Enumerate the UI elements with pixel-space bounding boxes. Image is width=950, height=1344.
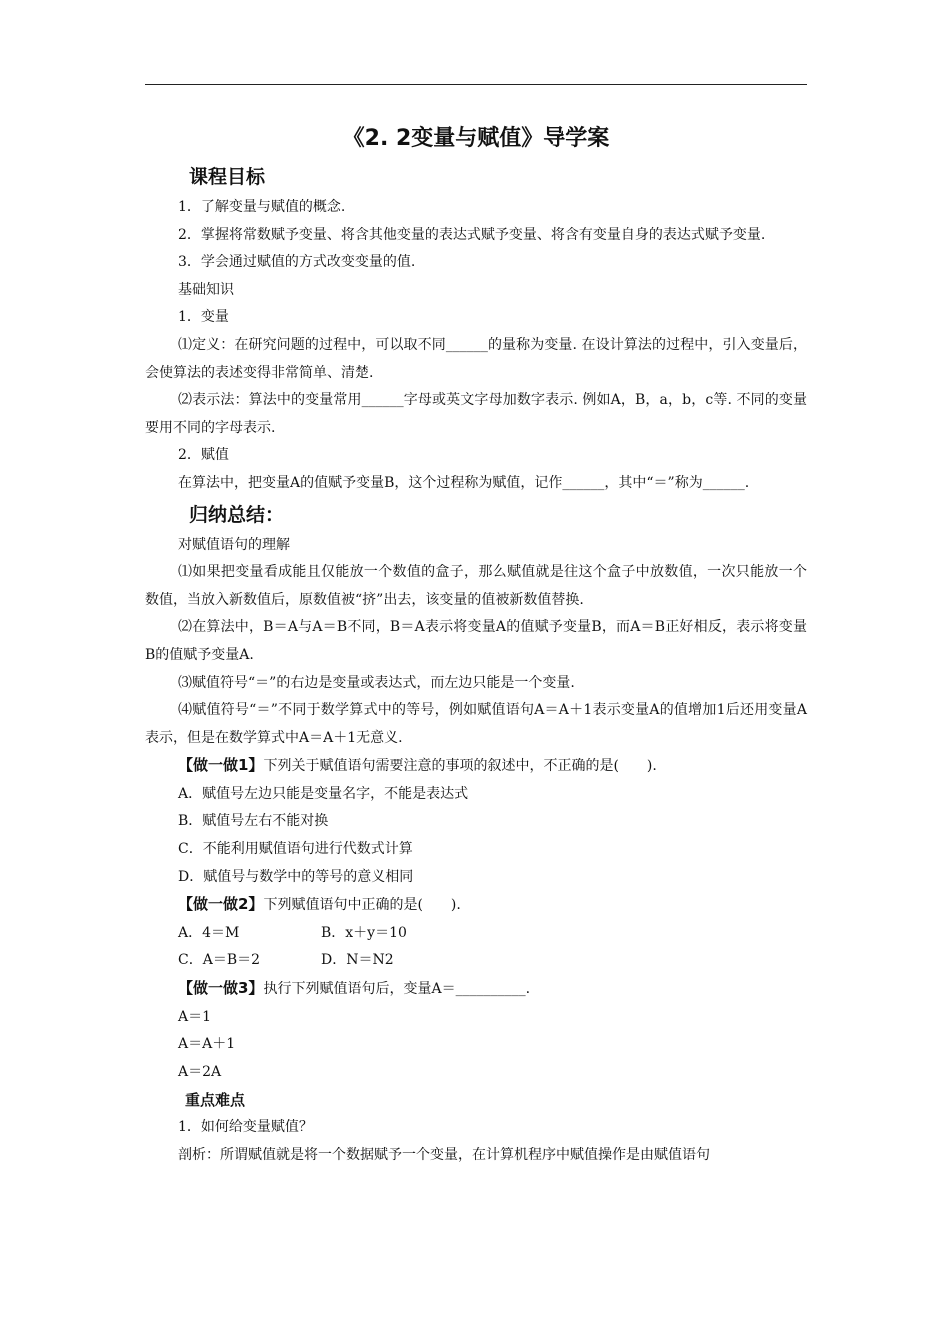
exercise-2-option-b: B．x＋y＝10 (321, 924, 407, 941)
variable-definition: ⑴定义：在研究问题的过程中，可以取不同______的量称为变量. 在设计算法的过程中，引入变量后，会使算法的表述变得非常简单、清楚. (145, 336, 807, 381)
exercise-1-question (145, 752, 807, 781)
exercise-1-option-c: C．不能利用赋值语句进行代数式计算 (178, 841, 413, 858)
exercise-1-label: 【做一做1】 (178, 756, 264, 775)
assignment-title: 2．赋值 (178, 447, 229, 464)
exercise-3-label: 【做一做3】 (178, 979, 264, 998)
exercise-3-text: 执行下列赋值语句后，变量A＝__________. (263, 981, 531, 998)
exercise-3-code-line-3: A＝2A (178, 1063, 222, 1080)
exercise-2-options-row-2 (145, 947, 807, 975)
page-title: 《2. 2变量与赋值》导学案 (342, 126, 610, 151)
exercise-2-option-a: A．4＝M (178, 924, 240, 941)
exercise-1-option-d: D．赋值号与数学中的等号的意义相同 (178, 868, 414, 885)
goal-item-1: 1．了解变量与赋值的概念. (178, 199, 346, 215)
goal-item-3: 3．学会通过赋值的方式改变变量的值. (178, 254, 416, 271)
header-rule (145, 84, 807, 85)
exercise-3-code-line-2: A＝A＋1 (178, 1036, 236, 1053)
goals-heading: 课程目标 (189, 166, 266, 188)
exercise-2-question (145, 891, 807, 920)
summary-item-1: ⑴如果把变量看成能且仅能放一个数值的盒子，那么赋值就是往这个盒子中放数值，一次只能放一个数值，当放入新数值后，原数值被“挤”出去，该变量的值被新数值替换. (145, 564, 807, 608)
exercise-1-option-b: B．赋值号左右不能对换 (178, 813, 329, 830)
summary-heading: 归纳总结： (189, 503, 285, 526)
exercise-1-text: 下列关于赋值语句需要注意的事项的叙述中，不正确的是( ). (263, 758, 657, 775)
exercise-2-options-row-1 (145, 920, 807, 948)
summary-item-3: ⑶赋值符号“＝”的右边是变量或表达式，而左边只能是一个变量. (178, 674, 575, 691)
exercise-3-code-line-1: A＝1 (178, 1008, 212, 1025)
goal-item-2: 2．掌握将常数赋予变量、将含其他变量的表达式赋予变量、将含有变量自身的表达式赋予变量. (178, 226, 766, 243)
summary-intro: 对赋值语句的理解 (178, 536, 290, 553)
exercise-2-text: 下列赋值语句中正确的是( ). (263, 897, 461, 914)
summary-item-4: ⑷赋值符号“＝”不同于数学算式中的等号，例如赋值语句A＝A＋1表示变量A的值增加1后还用变量A表示，但是在数学算式中A＝A＋1无意义. (145, 702, 807, 746)
key-analysis: 剖析：所谓赋值就是将一个数据赋予一个变量，在计算机程序中赋值操作是由赋值语句 (178, 1147, 710, 1163)
summary-item-2: ⑵在算法中，B＝A与A＝B不同，B＝A表示将变量A的值赋予变量B，而A＝B正好相反，表示将变量B的值赋予变量A. (145, 619, 807, 663)
variable-title: 1．变量 (178, 309, 229, 326)
key-points-heading: 重点难点 (185, 1091, 246, 1110)
document-body (145, 118, 807, 1170)
exercise-3-question (145, 975, 807, 1004)
exercise-2-option-d: D．N＝N2 (321, 952, 394, 969)
exercise-1-option-a: A．赋值号左边只能是变量名字，不能是表达式 (178, 785, 469, 802)
exercise-2-label: 【做一做2】 (178, 895, 264, 914)
assignment-text: 在算法中，把变量A的值赋予变量B，这个过程称为赋值，记作______，其中“＝”称为______. (178, 474, 750, 491)
basics-heading: 基础知识 (178, 281, 234, 298)
exercise-2-option-c: C．A＝B＝2 (178, 952, 261, 969)
key-question-1: 1．如何给变量赋值？ (178, 1119, 313, 1136)
variable-notation: ⑵表示法：算法中的变量常用______字母或英文字母加数字表示. 例如A，B，a，b，c等. 不同的变量要用不同的字母表示. (145, 392, 807, 436)
